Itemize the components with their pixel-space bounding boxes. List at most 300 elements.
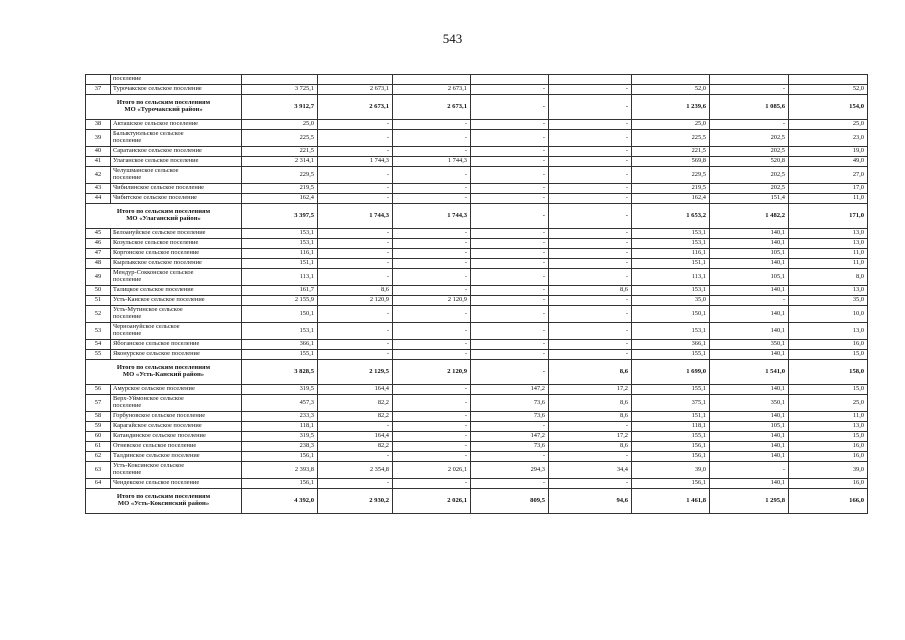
table-row — [86, 259, 868, 269]
value-cell: 2 314,1 — [242, 157, 318, 167]
value-cell: 153,1 — [632, 286, 710, 296]
settlement-name — [111, 130, 242, 147]
table-row — [86, 239, 868, 249]
row-number: 43 — [86, 184, 111, 194]
value-cell: 39,0 — [632, 462, 710, 479]
row-number: 48 — [86, 259, 111, 269]
value-cell: - — [471, 194, 549, 204]
table-row — [86, 286, 868, 296]
value-cell: 116,1 — [242, 249, 318, 259]
value-cell: 202,5 — [710, 147, 789, 157]
value-cell: 2 026,1 — [393, 462, 471, 479]
row-number: 56 — [86, 385, 111, 395]
value-cell: 229,5 — [242, 167, 318, 184]
value-cell: 82,2 — [318, 395, 393, 412]
value-cell: 1 461,8 — [632, 489, 710, 514]
value-cell: 219,5 — [242, 184, 318, 194]
settlement-name: Горбуновское сельское поселение — [111, 412, 242, 422]
value-cell: 2 129,5 — [318, 360, 393, 385]
value-cell: 155,1 — [632, 350, 710, 360]
value-cell: 219,5 — [632, 184, 710, 194]
value-cell: - — [549, 296, 632, 306]
value-cell: 2 673,1 — [318, 95, 393, 120]
settlement-name: поселение — [111, 75, 242, 85]
table-row — [86, 442, 868, 452]
value-cell: 17,0 — [789, 184, 868, 194]
settlement-name — [111, 462, 242, 479]
settlement-name-line1: Черноануйское сельское — [113, 323, 180, 331]
row-number: 45 — [86, 229, 111, 239]
value-cell: 151,1 — [632, 412, 710, 422]
value-cell: - — [471, 147, 549, 157]
value-cell: 140,1 — [710, 479, 789, 489]
value-cell: - — [471, 286, 549, 296]
value-cell: - — [318, 130, 393, 147]
value-cell: 140,1 — [710, 385, 789, 395]
value-cell: - — [710, 85, 789, 95]
value-cell: 140,1 — [710, 412, 789, 422]
value-cell: 8,6 — [549, 395, 632, 412]
value-cell: 140,1 — [710, 229, 789, 239]
value-cell: 105,1 — [710, 422, 789, 432]
value-cell: - — [393, 194, 471, 204]
row-number: 51 — [86, 296, 111, 306]
subtotal-label — [86, 204, 242, 229]
value-cell: 569,8 — [632, 157, 710, 167]
value-cell: 19,0 — [789, 147, 868, 157]
value-cell — [242, 75, 318, 85]
table-row — [86, 422, 868, 432]
value-cell: - — [549, 452, 632, 462]
value-cell: - — [471, 422, 549, 432]
value-cell: 151,1 — [632, 259, 710, 269]
value-cell: - — [471, 157, 549, 167]
value-cell: 350,1 — [710, 340, 789, 350]
table-row — [86, 306, 868, 323]
value-cell: 202,5 — [710, 130, 789, 147]
row-number: 57 — [86, 395, 111, 412]
table-row — [86, 85, 868, 95]
value-cell: 202,5 — [710, 184, 789, 194]
value-cell: - — [471, 452, 549, 462]
value-cell — [710, 75, 789, 85]
value-cell: - — [549, 85, 632, 95]
row-number: 39 — [86, 130, 111, 147]
value-cell: - — [393, 395, 471, 412]
value-cell: - — [471, 249, 549, 259]
value-cell: 11,0 — [789, 249, 868, 259]
value-cell: 2 393,8 — [242, 462, 318, 479]
value-cell: 140,1 — [710, 442, 789, 452]
value-cell: 1 239,6 — [632, 95, 710, 120]
settlement-name-line2: поселение — [113, 402, 142, 409]
value-cell: 2 673,1 — [393, 95, 471, 120]
value-cell: 319,5 — [242, 432, 318, 442]
value-cell: - — [318, 269, 393, 286]
value-cell: 2 155,9 — [242, 296, 318, 306]
value-cell: 2 673,1 — [318, 85, 393, 95]
settlement-name: Ябоганское сельское поселение — [111, 340, 242, 350]
settlement-name: Чибилинское сельское поселение — [111, 184, 242, 194]
value-cell: 350,1 — [710, 395, 789, 412]
settlement-name-line1: Челушманское сельское — [113, 167, 179, 175]
settlement-name — [111, 269, 242, 286]
value-cell: 809,5 — [471, 489, 549, 514]
value-cell: 2 930,2 — [318, 489, 393, 514]
value-cell: 8,6 — [318, 286, 393, 296]
subtotal-label — [86, 95, 242, 120]
value-cell: - — [393, 412, 471, 422]
subtotal-label-line2: МО «Турочакский район» — [124, 106, 203, 113]
subtotal-label-line1: Итого по сельским поселениям — [116, 364, 211, 372]
table-row — [86, 130, 868, 147]
continued-row — [86, 75, 868, 85]
value-cell: - — [471, 130, 549, 147]
settlement-name: Чибитское сельское поселение — [111, 194, 242, 204]
value-cell: - — [393, 184, 471, 194]
value-cell: 2 120,9 — [393, 296, 471, 306]
value-cell: 52,0 — [632, 85, 710, 95]
value-cell: - — [710, 462, 789, 479]
value-cell: 164,4 — [318, 385, 393, 395]
value-cell: 1 699,0 — [632, 360, 710, 385]
page-number: 543 — [442, 31, 463, 46]
value-cell: 4 392,0 — [242, 489, 318, 514]
settlement-name: Акташское сельское поселение — [111, 120, 242, 130]
settlement-name-line2: поселение — [113, 313, 142, 320]
value-cell: - — [393, 422, 471, 432]
value-cell: 156,1 — [632, 479, 710, 489]
value-cell: - — [393, 286, 471, 296]
row-number: 50 — [86, 286, 111, 296]
value-cell: - — [549, 157, 632, 167]
table-row — [86, 432, 868, 442]
value-cell: 113,1 — [242, 269, 318, 286]
value-cell: - — [549, 479, 632, 489]
value-cell: 2 120,9 — [393, 360, 471, 385]
value-cell: 162,4 — [632, 194, 710, 204]
value-cell: 153,1 — [242, 323, 318, 340]
settlement-name: Саратанское сельское поселение — [111, 147, 242, 157]
value-cell: - — [710, 120, 789, 130]
table-row — [86, 412, 868, 422]
value-cell: 1 482,2 — [710, 204, 789, 229]
table-row — [86, 323, 868, 340]
row-number: 41 — [86, 157, 111, 167]
settlement-name-line1: Балыктуюльское сельское — [113, 130, 184, 138]
value-cell: 366,1 — [242, 340, 318, 350]
value-cell: 25,0 — [242, 120, 318, 130]
value-cell: 151,1 — [242, 259, 318, 269]
value-cell: 221,5 — [632, 147, 710, 157]
settlement-name: Талицкое сельское поселение — [111, 286, 242, 296]
value-cell: 155,1 — [632, 385, 710, 395]
value-cell: - — [471, 479, 549, 489]
settlement-name: Яконурское сельское поселение — [111, 350, 242, 360]
value-cell: 105,1 — [710, 269, 789, 286]
value-cell: - — [393, 147, 471, 157]
value-cell: 118,1 — [632, 422, 710, 432]
value-cell: 156,1 — [632, 442, 710, 452]
value-cell: 162,4 — [242, 194, 318, 204]
settlement-name: Талдинское сельское поселение — [111, 452, 242, 462]
subtotal-row — [86, 95, 868, 120]
value-cell: 13,0 — [789, 239, 868, 249]
value-cell: 8,6 — [549, 442, 632, 452]
subtotal-row — [86, 489, 868, 514]
value-cell: 166,0 — [789, 489, 868, 514]
settlement-name-line1: Усть-Коксинское сельское — [113, 462, 185, 470]
row-number: 61 — [86, 442, 111, 452]
value-cell: - — [393, 249, 471, 259]
row-number: 58 — [86, 412, 111, 422]
value-cell: - — [471, 350, 549, 360]
subtotal-label-line1: Итого по сельским поселениям — [116, 208, 211, 216]
row-number: 42 — [86, 167, 111, 184]
row-number: 40 — [86, 147, 111, 157]
table-row — [86, 184, 868, 194]
table-row — [86, 395, 868, 412]
value-cell: 2 026,1 — [393, 489, 471, 514]
value-cell: 73,6 — [471, 442, 549, 452]
value-cell: 457,3 — [242, 395, 318, 412]
value-cell: 140,1 — [710, 350, 789, 360]
row-number: 59 — [86, 422, 111, 432]
table-row — [86, 269, 868, 286]
value-cell: 154,0 — [789, 95, 868, 120]
value-cell: 1 085,6 — [710, 95, 789, 120]
value-cell: - — [549, 350, 632, 360]
value-cell: - — [549, 323, 632, 340]
value-cell: - — [318, 479, 393, 489]
value-cell: 140,1 — [710, 286, 789, 296]
value-cell: - — [393, 350, 471, 360]
value-cell: 161,7 — [242, 286, 318, 296]
value-cell: - — [549, 130, 632, 147]
settlement-name: Улаганское сельское поселение — [111, 157, 242, 167]
value-cell: - — [471, 259, 549, 269]
value-cell: 319,5 — [242, 385, 318, 395]
value-cell: - — [471, 360, 549, 385]
value-cell: 17,2 — [549, 385, 632, 395]
value-cell: - — [393, 167, 471, 184]
value-cell: - — [393, 385, 471, 395]
value-cell: 3 725,1 — [242, 85, 318, 95]
value-cell: 150,1 — [242, 306, 318, 323]
value-cell: 158,0 — [789, 360, 868, 385]
value-cell: 229,5 — [632, 167, 710, 184]
value-cell: 25,0 — [789, 120, 868, 130]
value-cell: 155,1 — [632, 432, 710, 442]
value-cell: 23,0 — [789, 130, 868, 147]
table-row — [86, 340, 868, 350]
value-cell: 82,2 — [318, 412, 393, 422]
value-cell: - — [549, 239, 632, 249]
subtotal-label — [86, 489, 242, 514]
settlement-name-line1: Верх-Уймонское сельское — [113, 395, 184, 403]
value-cell: 15,0 — [789, 350, 868, 360]
settlement-name-line2: поселение — [113, 469, 142, 476]
row-number: 52 — [86, 306, 111, 323]
value-cell: 13,0 — [789, 422, 868, 432]
value-cell: 156,1 — [242, 452, 318, 462]
value-cell: - — [549, 184, 632, 194]
value-cell: - — [549, 269, 632, 286]
subtotal-label-line2: МО «Улаганский район» — [126, 215, 201, 222]
value-cell: - — [471, 340, 549, 350]
table-row — [86, 462, 868, 479]
value-cell: - — [318, 120, 393, 130]
value-cell: 2 354,8 — [318, 462, 393, 479]
settlement-name-line2: поселение — [113, 174, 142, 181]
value-cell: - — [393, 323, 471, 340]
value-cell: - — [318, 323, 393, 340]
value-cell: 1 295,8 — [710, 489, 789, 514]
value-cell: - — [318, 452, 393, 462]
table-row — [86, 385, 868, 395]
value-cell: - — [393, 340, 471, 350]
value-cell — [393, 75, 471, 85]
value-cell: - — [471, 306, 549, 323]
value-cell: - — [471, 184, 549, 194]
value-cell: 150,1 — [632, 306, 710, 323]
value-cell: - — [393, 442, 471, 452]
value-cell: 140,1 — [710, 259, 789, 269]
value-cell: 171,0 — [789, 204, 868, 229]
value-cell: - — [471, 120, 549, 130]
value-cell: - — [318, 229, 393, 239]
value-cell: 35,0 — [789, 296, 868, 306]
settlement-name — [111, 167, 242, 184]
value-cell: 156,1 — [242, 479, 318, 489]
row-number: 49 — [86, 269, 111, 286]
subtotal-label-line2: МО «Усть-Канский район» — [122, 371, 205, 378]
value-cell: - — [549, 167, 632, 184]
value-cell: - — [393, 479, 471, 489]
value-cell — [549, 75, 632, 85]
value-cell: 10,0 — [789, 306, 868, 323]
value-cell: 118,1 — [242, 422, 318, 432]
value-cell: - — [549, 204, 632, 229]
value-cell: 39,0 — [789, 462, 868, 479]
value-cell: 1 744,3 — [393, 204, 471, 229]
value-cell: 233,3 — [242, 412, 318, 422]
table-row — [86, 147, 868, 157]
settlement-name-line2: поселение — [113, 137, 142, 144]
value-cell: 1 744,3 — [318, 157, 393, 167]
value-cell: 35,0 — [632, 296, 710, 306]
settlement-name: Огневское сельское поселение — [111, 442, 242, 452]
value-cell: 94,6 — [549, 489, 632, 514]
value-cell: 16,0 — [789, 340, 868, 350]
value-cell: 202,5 — [710, 167, 789, 184]
value-cell: 153,1 — [632, 239, 710, 249]
value-cell — [789, 75, 868, 85]
settlement-name: Козульское сельское поселение — [111, 239, 242, 249]
value-cell: 225,5 — [242, 130, 318, 147]
value-cell: 140,1 — [710, 323, 789, 340]
value-cell: 13,0 — [789, 286, 868, 296]
value-cell: - — [549, 422, 632, 432]
value-cell: 294,3 — [471, 462, 549, 479]
value-cell: 151,4 — [710, 194, 789, 204]
value-cell: 116,1 — [632, 249, 710, 259]
value-cell: 147,2 — [471, 432, 549, 442]
value-cell: 15,0 — [789, 432, 868, 442]
table-row — [86, 167, 868, 184]
table-row — [86, 249, 868, 259]
value-cell: 147,2 — [471, 385, 549, 395]
settlement-name: Амурское сельское поселение — [111, 385, 242, 395]
value-cell: - — [549, 306, 632, 323]
table-row — [86, 479, 868, 489]
value-cell: 520,8 — [710, 157, 789, 167]
value-cell: - — [471, 85, 549, 95]
value-cell: 17,2 — [549, 432, 632, 442]
value-cell: 140,1 — [710, 239, 789, 249]
value-cell: - — [318, 259, 393, 269]
value-cell: - — [318, 167, 393, 184]
value-cell: 3 912,7 — [242, 95, 318, 120]
value-cell — [471, 75, 549, 85]
value-cell: 16,0 — [789, 452, 868, 462]
value-cell: 8,6 — [549, 286, 632, 296]
value-cell: - — [318, 306, 393, 323]
value-cell: - — [393, 229, 471, 239]
value-cell: 156,1 — [632, 452, 710, 462]
settlement-name — [111, 395, 242, 412]
value-cell: - — [393, 432, 471, 442]
row-number: 47 — [86, 249, 111, 259]
value-cell: - — [393, 269, 471, 286]
row-number: 54 — [86, 340, 111, 350]
value-cell: 366,1 — [632, 340, 710, 350]
value-cell: 25,0 — [789, 395, 868, 412]
table-row — [86, 120, 868, 130]
value-cell: - — [318, 340, 393, 350]
value-cell: 153,1 — [632, 229, 710, 239]
value-cell: 11,0 — [789, 194, 868, 204]
settlement-name-line2: поселение — [113, 330, 142, 337]
value-cell: 27,0 — [789, 167, 868, 184]
value-cell: 13,0 — [789, 229, 868, 239]
value-cell: - — [710, 296, 789, 306]
value-cell: 82,2 — [318, 442, 393, 452]
value-cell: 153,1 — [242, 239, 318, 249]
settlement-name-line1: Усть-Мутинское сельское — [113, 306, 183, 314]
value-cell: - — [549, 249, 632, 259]
value-cell: - — [393, 120, 471, 130]
value-cell: 153,1 — [632, 323, 710, 340]
value-cell: 153,1 — [242, 229, 318, 239]
value-cell: - — [471, 296, 549, 306]
value-cell: 225,5 — [632, 130, 710, 147]
value-cell: - — [549, 95, 632, 120]
value-cell: - — [549, 120, 632, 130]
table-row — [86, 194, 868, 204]
value-cell: - — [471, 229, 549, 239]
row-number: 62 — [86, 452, 111, 462]
value-cell: - — [393, 239, 471, 249]
settlement-name: Белоануйское сельское поселение — [111, 229, 242, 239]
row-number: 38 — [86, 120, 111, 130]
settlement-name: Коргонское сельское поселение — [111, 249, 242, 259]
value-cell: - — [549, 147, 632, 157]
value-cell: - — [471, 167, 549, 184]
value-cell: 1 744,3 — [393, 157, 471, 167]
value-cell: 8,6 — [549, 412, 632, 422]
value-cell: 11,0 — [789, 412, 868, 422]
